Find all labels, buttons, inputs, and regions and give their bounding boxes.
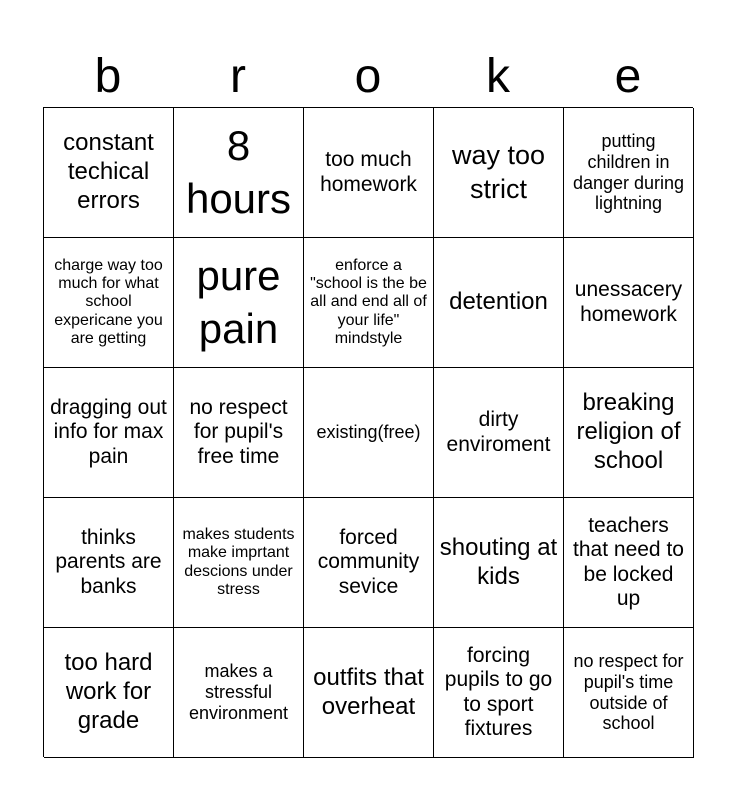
bingo-cell-r2-c4[interactable] (434, 238, 564, 368)
header-letter-r: r (230, 50, 246, 103)
bingo-cell-r2-c5[interactable] (564, 238, 694, 368)
cell-text: detention (449, 288, 548, 316)
bingo-cell-r5-c4[interactable] (434, 628, 564, 758)
cell-text: no respect for pupil's free time (189, 396, 288, 468)
cell-text: 8 hours (185, 122, 292, 222)
bingo-cell-r5-c2[interactable] (174, 628, 304, 758)
bingo-cell-r1-c3[interactable] (304, 108, 434, 238)
header-letter-b: b (94, 50, 122, 103)
cell-text: shouting at kids (439, 533, 558, 590)
header-letter-o: o (354, 50, 382, 103)
bingo-cell-r5-c3[interactable] (304, 628, 434, 758)
bingo-cell-r3-c2[interactable] (174, 368, 304, 498)
bingo-cell-r4-c1[interactable] (44, 498, 174, 628)
bingo-cell-r3-c4[interactable] (434, 368, 564, 498)
cell-text: unessacery homework (574, 278, 683, 326)
cell-text: teachers that need to be locked up (573, 514, 684, 610)
cell-text: way too strict (451, 139, 546, 204)
cell-text: existing(free) (316, 422, 421, 443)
cell-text: too hard work for grade (64, 649, 153, 734)
bingo-cell-r4-c4[interactable] (434, 498, 564, 628)
cell-text: forced community sevice (317, 526, 420, 598)
bingo-cell-r4-c5[interactable] (564, 498, 694, 628)
cell-text: breaking religion of school (576, 389, 681, 474)
cell-text: forcing pupils to go to sport fixtures (444, 644, 553, 740)
cell-text: enforce a "school is the be all and end all of your life" mindstyle (310, 256, 427, 348)
bingo-cell-r2-c3[interactable] (304, 238, 434, 368)
bingo-cell-r3-c1[interactable] (44, 368, 174, 498)
bingo-header (43, 48, 693, 106)
bingo-cell-r1-c4[interactable] (434, 108, 564, 238)
cell-text: constant techical errors (63, 129, 154, 214)
bingo-cell-r3-c3[interactable] (304, 368, 434, 498)
header-letter-k: k (486, 50, 510, 103)
bingo-cell-r2-c1[interactable] (44, 238, 174, 368)
cell-text: dragging out info for max pain (50, 396, 167, 468)
cell-text: too much homework (320, 148, 417, 196)
bingo-cell-r4-c2[interactable] (174, 498, 304, 628)
cell-text: charge way too much for what school expericane you are getting (54, 256, 163, 348)
bingo-cell-r1-c2[interactable] (174, 108, 304, 238)
bingo-cell-r1-c1[interactable] (44, 108, 174, 238)
bingo-cell-r3-c5[interactable] (564, 368, 694, 498)
cell-text: outfits that overheat (313, 663, 424, 720)
cell-text: makes students make imprtant descions under stress (182, 525, 295, 598)
bingo-cell-r5-c5[interactable] (564, 628, 694, 758)
cell-text: putting children in danger during lightning (572, 131, 685, 214)
cell-text: makes a stressful environment (188, 661, 289, 723)
bingo-cell-r1-c5[interactable] (564, 108, 694, 238)
cell-text: pure pain (196, 252, 281, 352)
cell-text: thinks parents are banks (55, 526, 162, 598)
bingo-board (43, 107, 693, 757)
header-letter-e: e (614, 50, 642, 103)
cell-text: dirty enviroment (446, 408, 551, 456)
cell-text: no respect for pupil's time outside of school (573, 651, 684, 734)
bingo-cell-r4-c3[interactable] (304, 498, 434, 628)
bingo-cell-r2-c2[interactable] (174, 238, 304, 368)
bingo-cell-r5-c1[interactable] (44, 628, 174, 758)
